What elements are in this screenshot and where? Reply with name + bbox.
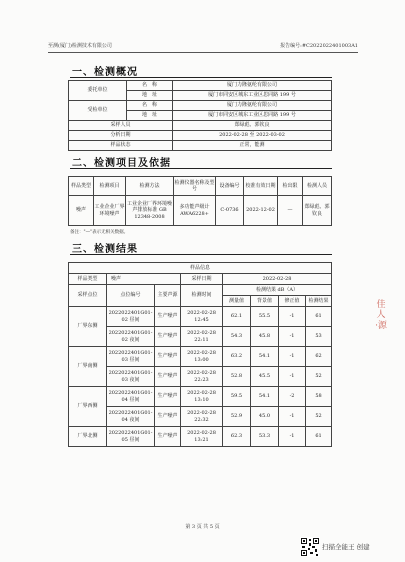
result-row	[69, 367, 332, 387]
header-sample-type: 样品类型	[69, 177, 94, 196]
client-name: 厦门力隆氨纶有限公司	[173, 81, 332, 91]
correction-value: -1	[279, 407, 306, 427]
report-number: 报告编号:#C2022022401003A1	[280, 43, 358, 49]
point-no: 2022022401G01-03 昼间	[107, 347, 155, 367]
final-result: 62	[306, 347, 332, 367]
background-value: 45.8	[251, 327, 279, 347]
section1-rule	[70, 77, 332, 78]
client-addr: 厦门市同安区城东工业区思同路 199 号	[173, 91, 332, 101]
section1-title: 一、检测概况	[72, 67, 138, 78]
col-point-no: 点位编号	[107, 285, 155, 307]
measured-value: 52.8	[223, 367, 251, 387]
point-name: 厂界东侧	[69, 307, 107, 347]
results-table	[68, 262, 332, 447]
section3-title: 三、检测结果	[72, 244, 138, 255]
noise-source: 生产噪声	[155, 347, 181, 367]
final-result: 53	[306, 327, 332, 347]
noise-source: 生产噪声	[155, 387, 181, 407]
test-time: 2022-02-28 22:23	[181, 367, 223, 387]
inspected-name-key: 名 称	[127, 101, 173, 111]
status: 正常，能测	[173, 141, 332, 151]
point-no: 2022022401G01-02 昼间	[107, 307, 155, 327]
correction-value: -1	[279, 347, 306, 367]
final-result: 52	[306, 407, 332, 427]
method-table	[68, 176, 332, 226]
noise-source: 生产噪声	[155, 327, 181, 347]
section2-title: 二、检测项目及依据	[72, 158, 171, 169]
col-measured: 测量值	[223, 296, 251, 307]
col-point: 采样点位	[69, 285, 107, 307]
header-method: 检测方法	[126, 177, 174, 196]
background-value: 45.0	[251, 407, 279, 427]
point-no: 2022022401G01-05 昼间	[107, 427, 155, 447]
cell-device-no: C-0736	[216, 196, 244, 226]
client-label: 委托单位	[69, 81, 127, 101]
col-background: 背景值	[251, 296, 279, 307]
point-no: 2022022401G01-03 夜间	[107, 367, 155, 387]
result-rows	[69, 307, 332, 447]
client-addr-key: 地 址	[127, 91, 173, 101]
col-time: 检测时间	[181, 285, 223, 307]
point-name: 厂界西侧	[69, 387, 107, 427]
sample-type-key: 样品类型	[69, 274, 107, 285]
final-result: 61	[306, 427, 332, 447]
result-row	[69, 327, 332, 347]
header-item: 检测项目	[94, 177, 126, 196]
inspected-addr-key: 地 址	[127, 111, 173, 121]
test-time: 2022-02-28 13:00	[181, 347, 223, 367]
company-name: 至测(厦门)检测技术有限公司	[48, 43, 112, 49]
point-no: 2022022401G01-02 夜间	[107, 327, 155, 347]
background-value: 55.5	[251, 307, 279, 327]
header-calibration: 校准有效日期	[244, 177, 278, 196]
result-row	[69, 347, 332, 367]
measured-value: 59.5	[223, 387, 251, 407]
final-result: 61	[306, 307, 332, 327]
test-time: 2022-02-28 12:45	[181, 307, 223, 327]
correction-value: -2	[279, 387, 306, 407]
red-stamp	[375, 300, 387, 331]
point-name: 厂界北侧	[69, 427, 107, 447]
cell-staff: 郑绿彪、郭钦良	[303, 196, 332, 226]
page-footer: 第 3 页 共 5 页	[185, 524, 220, 530]
cell-instrument: 多功能声级计 AWA6228+	[174, 196, 216, 226]
final-result: 58	[306, 387, 332, 407]
measured-value: 52.9	[223, 407, 251, 427]
client-name-key: 名 称	[127, 81, 173, 91]
background-value: 54.1	[251, 387, 279, 407]
point-name: 厂界南侧	[69, 347, 107, 387]
col-source: 主要声源	[155, 285, 181, 307]
noise-source: 生产噪声	[155, 427, 181, 447]
header-device-no: 设备编号	[216, 177, 244, 196]
measured-value: 54.3	[223, 327, 251, 347]
header-staff: 检测人员	[303, 177, 332, 196]
period-key: 分析日期	[69, 131, 173, 141]
correction-value: -1	[279, 327, 306, 347]
result-row	[69, 307, 332, 327]
test-time: 2022-02-28 13:10	[181, 387, 223, 407]
section2-rule	[70, 168, 332, 169]
qr-code-icon	[300, 537, 320, 557]
section3-rule	[70, 254, 332, 255]
stamp-text: 佳 人 ·源	[375, 300, 387, 331]
sampling-date-value: 2022-02-28	[223, 274, 332, 285]
inspected-name: 厦门力隆氨纶有限公司	[173, 101, 332, 111]
sampler-key: 采样人员	[69, 121, 173, 131]
result-row	[69, 427, 332, 447]
page-header	[48, 40, 358, 50]
cell-limit: —	[278, 196, 303, 226]
status-key: 样品状态	[69, 141, 173, 151]
correction-value: -1	[279, 427, 306, 447]
sampling-date-key: 采样日期	[181, 274, 223, 285]
cell-item: 工业企业厂界环境噪声	[94, 196, 126, 226]
sampler: 郑绿彪、郭钦良	[173, 121, 332, 131]
background-value: 53.3	[251, 427, 279, 447]
table-note: 备注："—"表示无相关数据。	[70, 230, 129, 235]
measured-value: 63.2	[223, 347, 251, 367]
cell-method: 工业企业厂界环境噪声排放标准 GB 12348-2008	[126, 196, 174, 226]
sample-type-value: 噪声	[107, 274, 181, 285]
result-row	[69, 407, 332, 427]
background-value: 54.1	[251, 347, 279, 367]
cell-calibration: 2022-12-02	[244, 196, 278, 226]
header-instrument: 检测仪器名称及型号	[174, 177, 216, 196]
inspected-addr: 厦门市同安区城东工业区思同路 199 号	[173, 111, 332, 121]
test-time: 2022-02-28 13:21	[181, 427, 223, 447]
point-no: 2022022401G01-04 夜间	[107, 407, 155, 427]
measured-value: 62.3	[223, 427, 251, 447]
test-time: 2022-02-28 22:32	[181, 407, 223, 427]
measured-value: 62.1	[223, 307, 251, 327]
test-time: 2022-02-28 22:11	[181, 327, 223, 347]
inspected-label: 受检单位	[69, 101, 127, 121]
overview-table	[68, 80, 332, 151]
col-correction: 修正值	[279, 296, 306, 307]
header-rule	[48, 52, 358, 53]
correction-value: -1	[279, 307, 306, 327]
noise-source: 生产噪声	[155, 407, 181, 427]
background-value: 45.5	[251, 367, 279, 387]
header-limit: 检出限	[278, 177, 303, 196]
period: 2022-02-28 至 2022-03-02	[173, 131, 332, 141]
col-result-group: 检测结果 dB（A）	[223, 285, 332, 296]
result-row	[69, 387, 332, 407]
col-final: 检测结果	[306, 296, 332, 307]
noise-source: 生产噪声	[155, 307, 181, 327]
point-no: 2022022401G01-04 昼间	[107, 387, 155, 407]
noise-source: 生产噪声	[155, 367, 181, 387]
final-result: 52	[306, 367, 332, 387]
sample-info-title: 样品信息	[69, 263, 332, 274]
correction-value: -1	[279, 367, 306, 387]
scanner-label: 扫描全能王 创建	[322, 543, 370, 551]
cell-sample-type: 噪声	[69, 196, 94, 226]
